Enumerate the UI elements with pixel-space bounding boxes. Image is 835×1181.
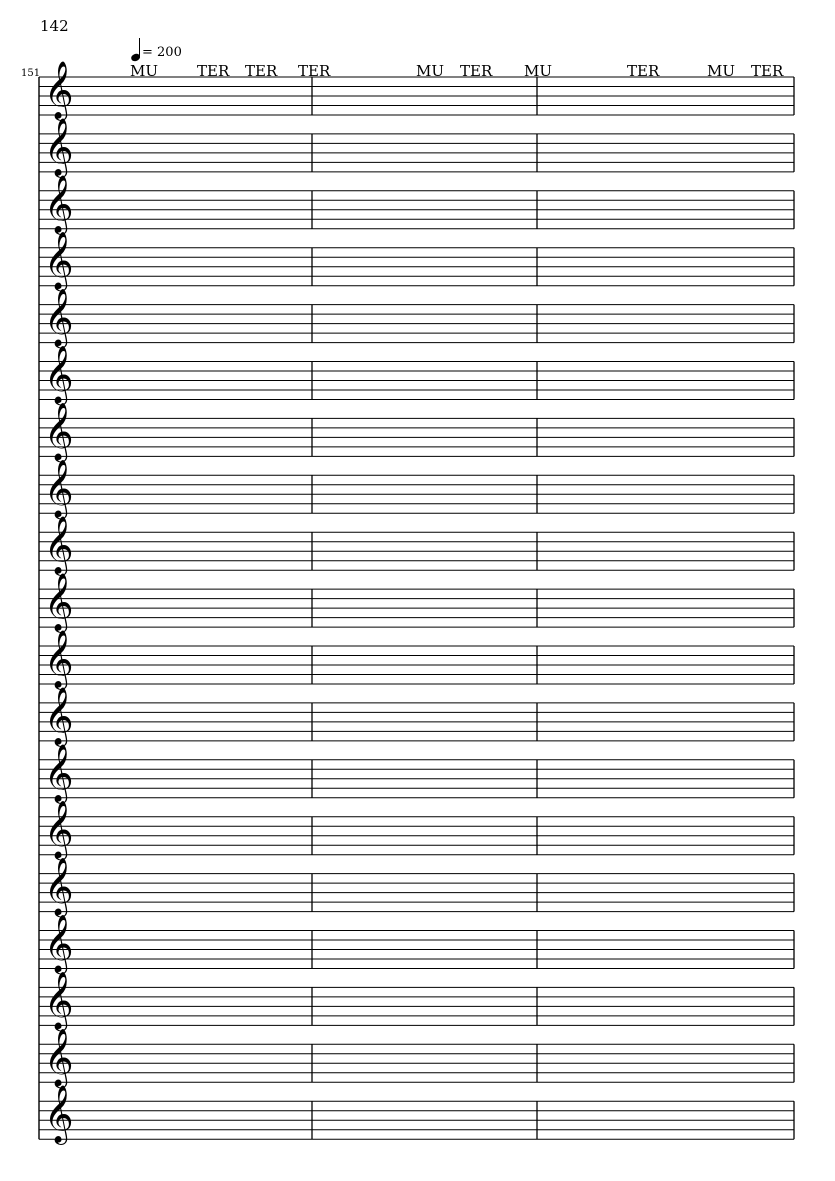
treble-clef-icon: 𝄞 xyxy=(44,345,74,403)
treble-clef-icon: 𝄞 xyxy=(44,970,74,1029)
marking: TER xyxy=(751,62,784,80)
marking: TER xyxy=(245,62,278,80)
marking: TER xyxy=(460,62,493,80)
treble-clef-icon: 𝄞 xyxy=(44,686,74,745)
treble-clef-icon: 𝄞 xyxy=(44,515,74,574)
treble-clef-icon: 𝄞 xyxy=(44,857,74,916)
treble-clef-icon: 𝄞 xyxy=(44,572,74,631)
treble-clef-icon: 𝄞 xyxy=(44,1084,74,1143)
marking: TER xyxy=(197,62,230,80)
marking: TER xyxy=(627,62,660,80)
marking: TER xyxy=(298,62,331,80)
treble-clef-icon: 𝄞 xyxy=(44,458,74,517)
measure-number: 151 xyxy=(21,68,41,79)
page-number: 142 xyxy=(40,17,69,35)
marking: MU xyxy=(707,62,736,80)
treble-clef-icon: 𝄞 xyxy=(44,231,74,290)
treble-clef-icon: 𝄞 xyxy=(44,117,74,176)
marking: MU xyxy=(130,62,159,80)
treble-clef-icon: 𝄞 xyxy=(44,60,74,119)
marking: MU xyxy=(416,62,445,80)
treble-clef-icon: 𝄞 xyxy=(44,288,74,347)
treble-clef-icon: 𝄞 xyxy=(44,1027,74,1086)
treble-clef-icon: 𝄞 xyxy=(44,401,74,460)
treble-clef-icon: 𝄞 xyxy=(44,914,74,972)
marking: MU xyxy=(524,62,553,80)
treble-clef-icon: 𝄞 xyxy=(44,629,74,688)
treble-clef-icon: 𝄞 xyxy=(44,743,74,802)
treble-clef-icon: 𝄞 xyxy=(44,174,74,233)
tempo-text: = 200 xyxy=(142,45,182,60)
treble-clef-icon: 𝄞 xyxy=(44,800,74,859)
